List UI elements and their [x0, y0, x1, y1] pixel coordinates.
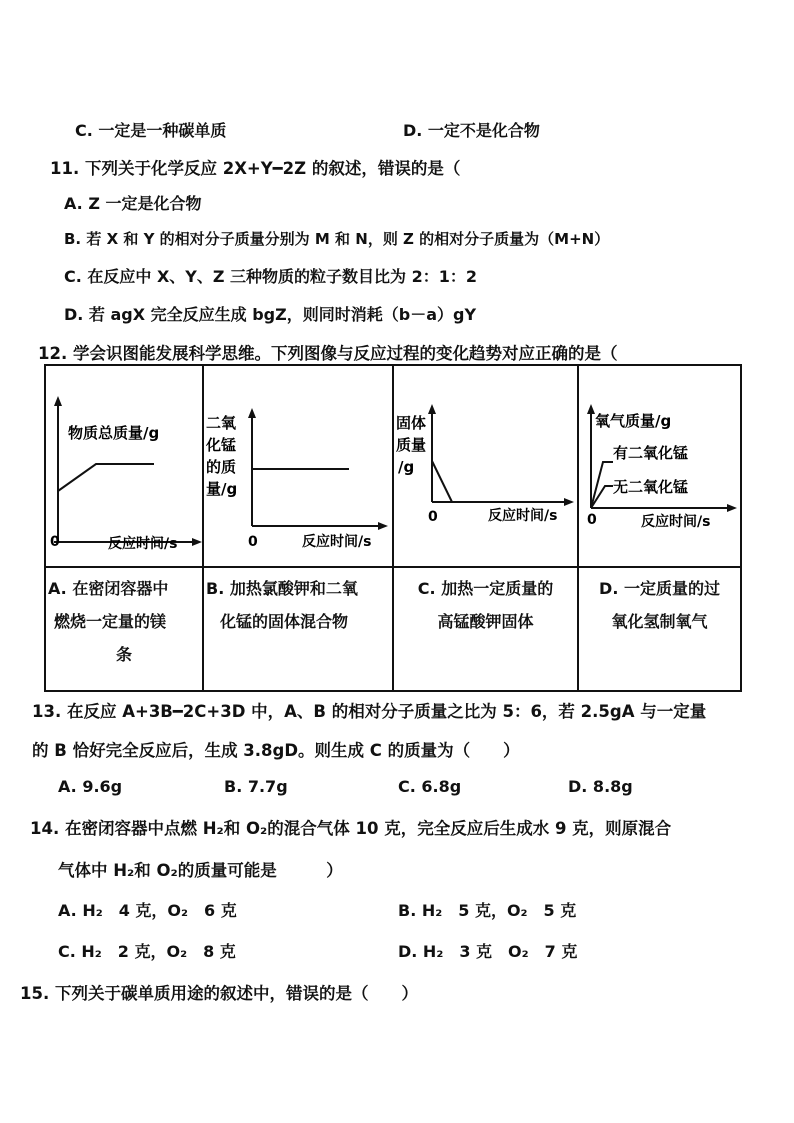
caption-b	[203, 567, 393, 691]
graph-c-curve	[432, 461, 452, 502]
caption-a-line-1: A. 在密闭容器中	[48, 579, 169, 598]
graph-c-xlabel: 反应时间/s	[488, 508, 558, 524]
graph-b-x-arrow	[378, 522, 388, 530]
q11-option-c: C. 在反应中 X、Y、Z 三种物质的粒子数目比为 2：1：2	[64, 267, 478, 286]
caption-d-line-1: D. 一定质量的过	[599, 579, 720, 598]
graph-c	[394, 366, 577, 566]
caption-a-line-2: 燃烧一定量的镁	[54, 612, 167, 631]
caption-c-line-1: C. 加热一定质量的	[417, 579, 554, 598]
graph-a-ylabel: 物质总质量/g	[68, 424, 160, 442]
q10-option-c: C. 一定是一种碳单质	[75, 121, 227, 140]
q10-option-d: D. 一定不是化合物	[403, 121, 540, 140]
q11-option-a: A. Z 一定是化合物	[64, 194, 202, 213]
graph-c-y-arrow	[428, 404, 436, 414]
q13-option-d: D. 8.8g	[568, 777, 633, 796]
caption-d	[578, 567, 741, 691]
graph-c-x-arrow	[564, 498, 574, 506]
q14-option-a: A. H₂ 4 克，O₂ 6 克	[58, 901, 237, 920]
graph-c-cell	[393, 365, 578, 567]
graph-a-cell	[45, 365, 203, 567]
graph-b-ylabel-4: 量/g	[206, 480, 238, 498]
graph-b-ylabel-2: 化锰	[206, 436, 237, 454]
graph-d-ylabel: 氧气质量/g	[595, 412, 672, 430]
q13-option-c: C. 6.8g	[398, 777, 462, 796]
graph-d-xlabel: 反应时间/s	[641, 514, 711, 530]
graph-d-x-arrow	[727, 504, 737, 512]
graph-a	[46, 366, 202, 566]
q15-stem: 15. 下列关于碳单质用途的叙述中，错误的是（ ）	[20, 984, 418, 1003]
q14-option-d: D. H₂ 3 克 O₂ 7 克	[398, 942, 578, 961]
caption-a-line-3: 条	[115, 645, 132, 664]
q14-stem-line-2: 气体中 H₂和 O₂的质量可能是 ）	[58, 861, 343, 880]
graph-d-y-arrow	[587, 404, 595, 414]
caption-c-line-2: 高锰酸钾固体	[437, 612, 534, 631]
graph-b-cell	[203, 365, 393, 567]
q14-stem-line-1: 14. 在密闭容器中点燃 H₂和 O₂的混合气体 10 克，完全反应后生成水 9 克，则原混合	[30, 819, 672, 838]
q13-stem-line-2: 的 B 恰好完全反应后，生成 3.8gD。则生成 C 的质量为（ ）	[32, 741, 520, 760]
q13-option-b: B. 7.7g	[224, 777, 288, 796]
caption-a	[45, 567, 203, 691]
q12-graph-table	[44, 364, 742, 692]
graph-c-ylabel-1: 固体	[396, 414, 427, 432]
q13-stem-line-1: 13. 在反应 A+3B━2C+3D 中，A、B 的相对分子质量之比为 5：6，若 2.5gA 与一定量	[32, 702, 707, 721]
q11-option-b: B. 若 X 和 Y 的相对分子质量分别为 M 和 N，则 Z 的相对分子质量为（M+N）	[64, 230, 610, 248]
graph-b-ylabel-1: 二氧	[206, 414, 237, 432]
q14-option-c: C. H₂ 2 克，O₂ 8 克	[58, 942, 236, 961]
q11-stem: 11. 下列关于化学反应 2X+Y━2Z 的叙述，错误的是（	[50, 159, 461, 178]
graph-a-origin: 0	[50, 534, 60, 550]
graph-c-origin: 0	[428, 509, 438, 525]
graph-d-cell	[578, 365, 741, 567]
caption-b-line-2: 化锰的固体混合物	[220, 612, 349, 631]
caption-b-line-1: B. 加热氯酸钾和二氧	[206, 579, 358, 598]
graph-b-y-arrow	[248, 408, 256, 418]
graph-d-series-without: 无二氧化锰	[613, 478, 689, 496]
q14-option-b: B. H₂ 5 克，O₂ 5 克	[398, 901, 577, 920]
graph-a-y-arrow	[54, 396, 62, 406]
graph-d	[579, 366, 740, 566]
graph-c-ylabel-3: /g	[398, 458, 415, 476]
q11-option-d: D. 若 agX 完全反应生成 bgZ，则同时消耗（b－a）gY	[64, 305, 477, 324]
caption-d-line-2: 氧化氢制氧气	[611, 612, 708, 631]
graph-a-xlabel: 反应时间/s	[108, 536, 178, 552]
graph-b-ylabel-3: 的质	[206, 458, 237, 476]
graph-d-series-with: 有二氧化锰	[613, 444, 689, 462]
graph-c-ylabel-2: 质量	[396, 436, 427, 454]
graph-b-xlabel: 反应时间/s	[302, 534, 372, 550]
graph-b	[204, 366, 392, 566]
graph-d-origin: 0	[587, 512, 597, 528]
caption-c	[393, 567, 578, 691]
graph-a-x-arrow	[192, 538, 202, 546]
q12-stem: 12. 学会识图能发展科学思维。下列图像与反应过程的变化趋势对应正确的是（	[38, 344, 618, 363]
q13-option-a: A. 9.6g	[58, 777, 123, 796]
graph-b-origin: 0	[248, 534, 258, 550]
graph-a-curve	[58, 464, 154, 491]
